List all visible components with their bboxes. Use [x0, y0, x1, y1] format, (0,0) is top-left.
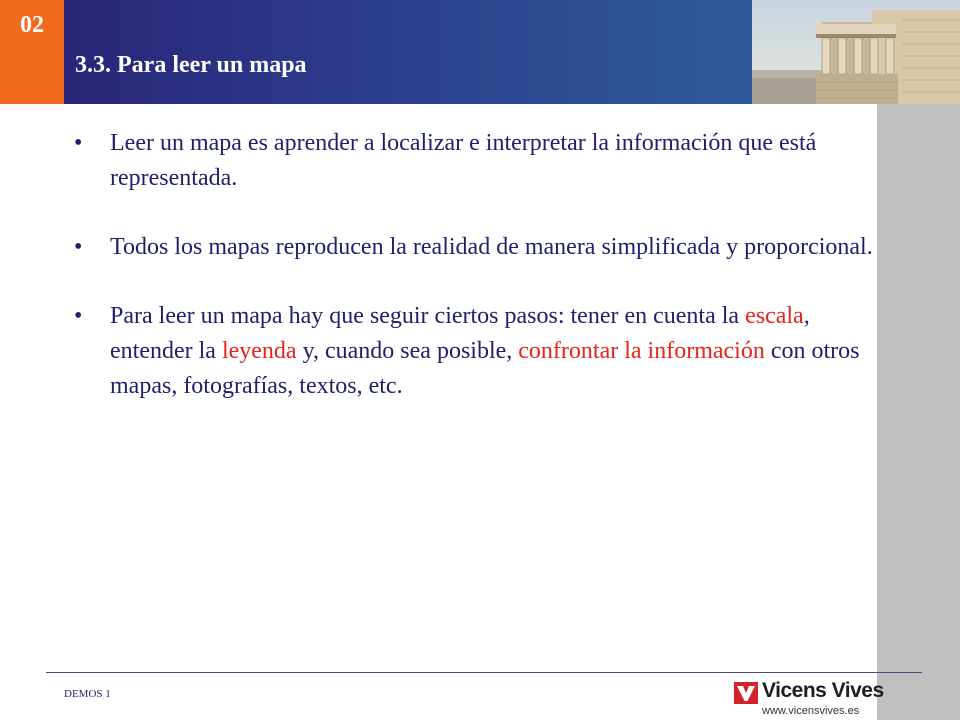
bullet-item: [74, 299, 874, 404]
bullet-text: Para leer un mapa hay que seguir ciertos pasos: tener en cuenta la: [110, 303, 746, 329]
footer-course-label: DEMOS 1: [64, 688, 111, 700]
bullet-list: [74, 126, 874, 438]
bullet-marker: •: [74, 130, 83, 156]
brand-url: www.vicensvives.es: [762, 705, 860, 717]
chapter-number: 02: [20, 12, 44, 38]
bullet-text: con otros mapas, fotografías, textos, etc.: [110, 338, 860, 399]
header-bar: [0, 0, 752, 104]
bullet-text: Todos los mapas reproducen la realidad de manera simplificada y proporcional.: [110, 234, 873, 260]
chapter-badge: [0, 0, 64, 104]
bullet-item: [74, 230, 874, 265]
highlighted-text: confrontar la información: [518, 338, 765, 364]
bullet-text: y, cuando sea posible,: [296, 338, 519, 364]
vicens-vives-logo-icon: [734, 682, 758, 704]
bullet-text: , entender la: [110, 303, 810, 364]
footer-divider: [46, 672, 922, 673]
highlighted-text: escala: [745, 303, 804, 329]
vicens-vives-logo: [734, 678, 884, 718]
brand-name: Vicens Vives: [762, 679, 884, 702]
page-title: 3.3. Para leer un mapa: [75, 52, 307, 78]
highlighted-text: leyenda: [221, 338, 297, 364]
bullet-marker: •: [74, 303, 83, 329]
bullet-item: [74, 126, 874, 196]
bullet-text: Leer un mapa es aprender a localizar e interpretar la información que está representada.: [110, 130, 817, 191]
right-side-band: [877, 104, 960, 720]
bullet-marker: •: [74, 234, 83, 260]
acropolis-photo: [752, 0, 960, 104]
